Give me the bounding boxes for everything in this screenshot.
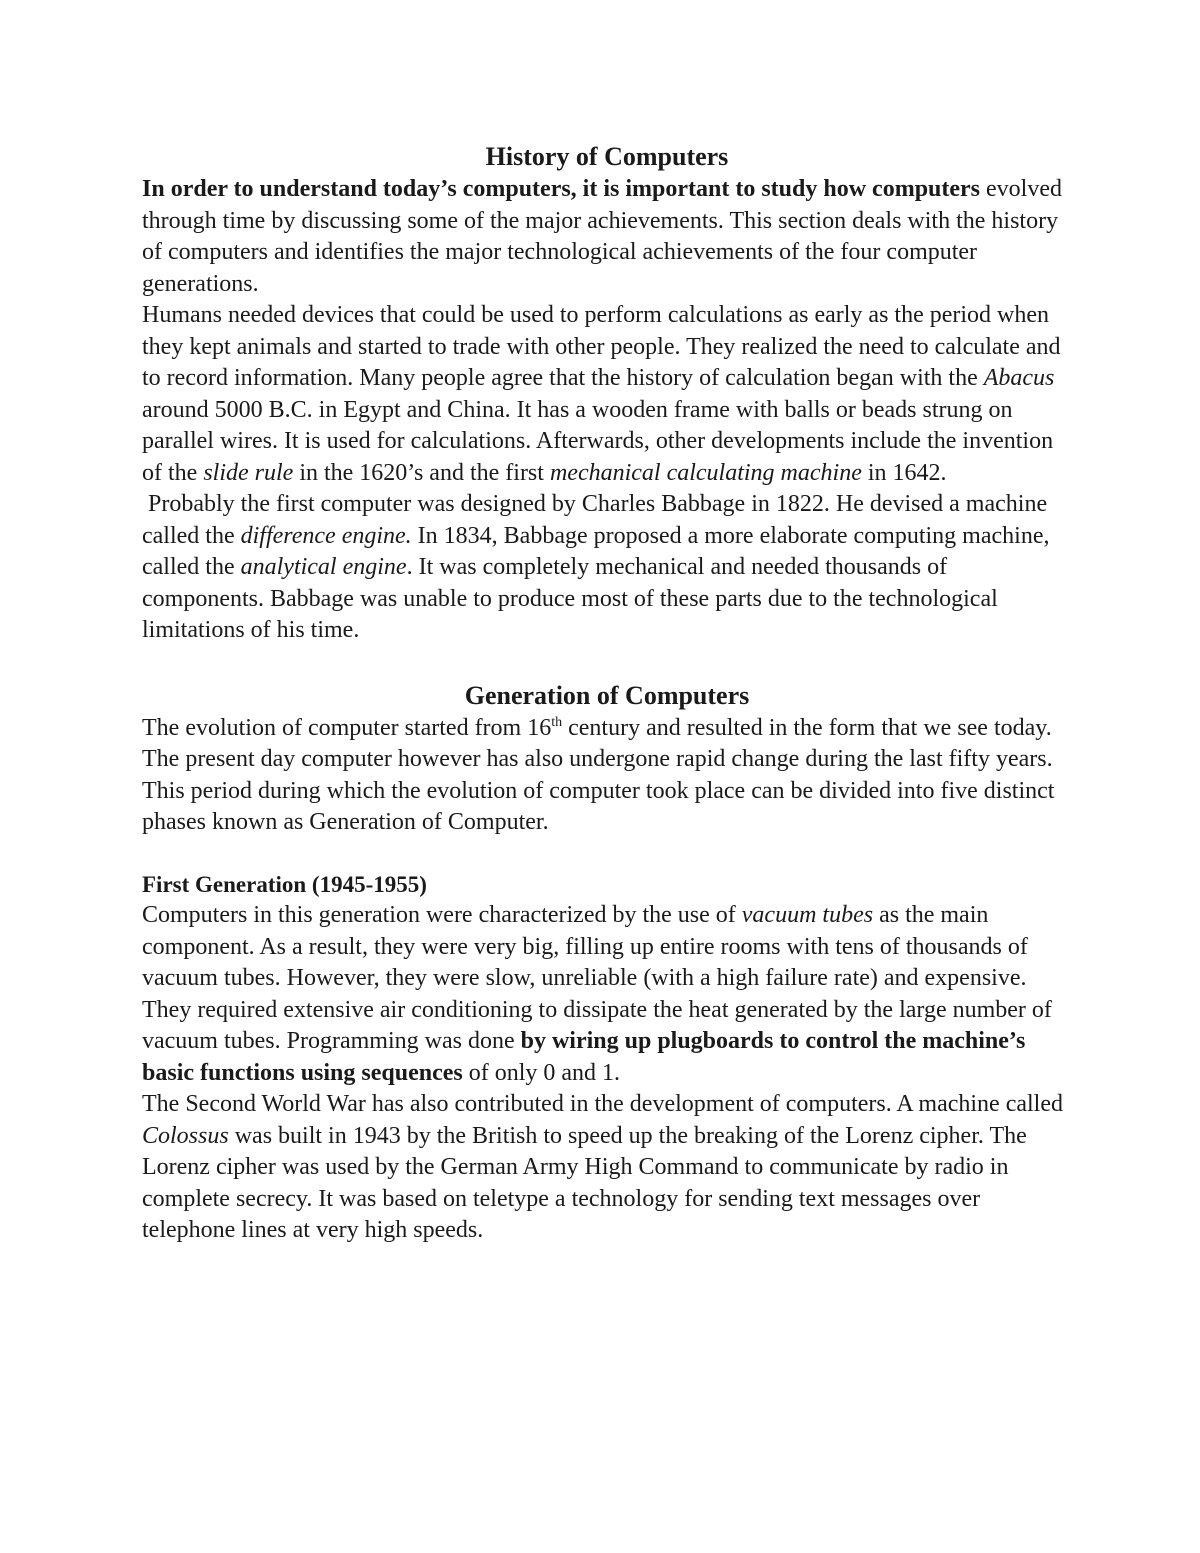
vacuum-tubes-term: vacuum tubes bbox=[741, 902, 874, 928]
first-gen-bold-text: by wiring up plugboards to control the machine’s basic functions using sequences bbox=[142, 1028, 1026, 1086]
history-p2-text-a: Humans needed devices that could be used to perform calculations as early as the period when they kept animals and started to trade with other people. They realized the need to calculate and to record information. Many people agree that the history of calculation began with the bbox=[142, 302, 1061, 391]
first-generation-heading: First Generation (1945-1955) bbox=[142, 871, 427, 897]
mechanical-calculating-machine-term: mechanical calculating machine bbox=[549, 459, 862, 486]
abacus-term: Abacus bbox=[983, 365, 1055, 391]
history-p3-text-b: In 1834, Babbage proposed a more elaborate computing machine, called the bbox=[142, 522, 1050, 580]
slide-rule-term: slide rule bbox=[203, 459, 294, 486]
generation-paragraph bbox=[142, 713, 1072, 839]
history-p3-text-a: Probably the first computer was designed by Charles Babbage in 1822. He devised a machine called the bbox=[142, 491, 1048, 549]
history-intro-rest: evolved through time by discussing some of the major achievements. This section deals with the history of computers and identifies the major technological achievements of the four computer generations. bbox=[142, 176, 1063, 297]
history-p2-text-b: around 5000 B.C. in Egypt and China. It has a wooden frame with balls or beads strung on parallel wires. It is used for calculations. Afterwards, other developments include the invention of the bbox=[142, 396, 1054, 486]
generation-superscript: th bbox=[551, 714, 563, 730]
colossus-term: Colossus bbox=[142, 1122, 229, 1149]
generation-text-a: The evolution of computer started from 16 bbox=[142, 714, 552, 741]
first-gen-p2-text-b: was built in 1943 by the British to speed up the breaking of the Lorenz cipher. The Lorenz cipher was used by the German Army High Command to communicate by radio in complete secrecy. It was based on teletype a technology for sending text messages over telephone lines at very high speeds. bbox=[142, 1122, 1027, 1243]
document-page bbox=[142, 140, 1072, 1247]
history-abacus-paragraph bbox=[142, 300, 1072, 489]
difference-engine-term: difference engine. bbox=[240, 522, 412, 549]
history-p3-text-c: . It was completely mechanical and needed thousands of components. Babbage was unable to produce most of these parts due to the technological limitations of his time. bbox=[142, 554, 998, 643]
first-gen-text-a: Computers in this generation were characterized by the use of bbox=[142, 902, 742, 928]
first-gen-text-b: as the main component. As a result, they were very big, filling up entire rooms with tens of thousands of vacuum tubes. However, they were slow, unreliable (with a high failure rate) and expensive. They required extensive air conditioning to dissipate the heat generated by the large number of vacuum tubes. Programming was done bbox=[142, 902, 1052, 1054]
history-intro-paragraph bbox=[142, 174, 1072, 300]
first-gen-text-c: of only 0 and 1. bbox=[462, 1059, 621, 1086]
analytical-engine-term: analytical engine bbox=[240, 554, 407, 580]
history-babbage-paragraph bbox=[142, 489, 1072, 647]
generation-text-b: century and resulted in the form that we see today. The present day computer however has also undergone rapid change during the last fifty years. This period during which the evolution of computer took place can be divided into five distinct phases known as Generation of Computer. bbox=[142, 714, 1055, 835]
generation-title: Generation of Computers bbox=[464, 680, 750, 710]
first-gen-p2-text-a: The Second World War has also contributed in the development of computers. A machine called bbox=[142, 1091, 1063, 1117]
history-title: History of Computers bbox=[485, 142, 729, 171]
history-p2-text-d: in 1642. bbox=[861, 459, 947, 486]
history-p2-text-c: in the 1620’s and the first bbox=[293, 459, 550, 486]
first-generation-colossus-paragraph bbox=[142, 1089, 1072, 1247]
first-generation-vacuum-paragraph bbox=[142, 900, 1072, 1089]
history-intro-bold: In order to understand today’s computers, it is important to study how computers bbox=[142, 176, 981, 202]
